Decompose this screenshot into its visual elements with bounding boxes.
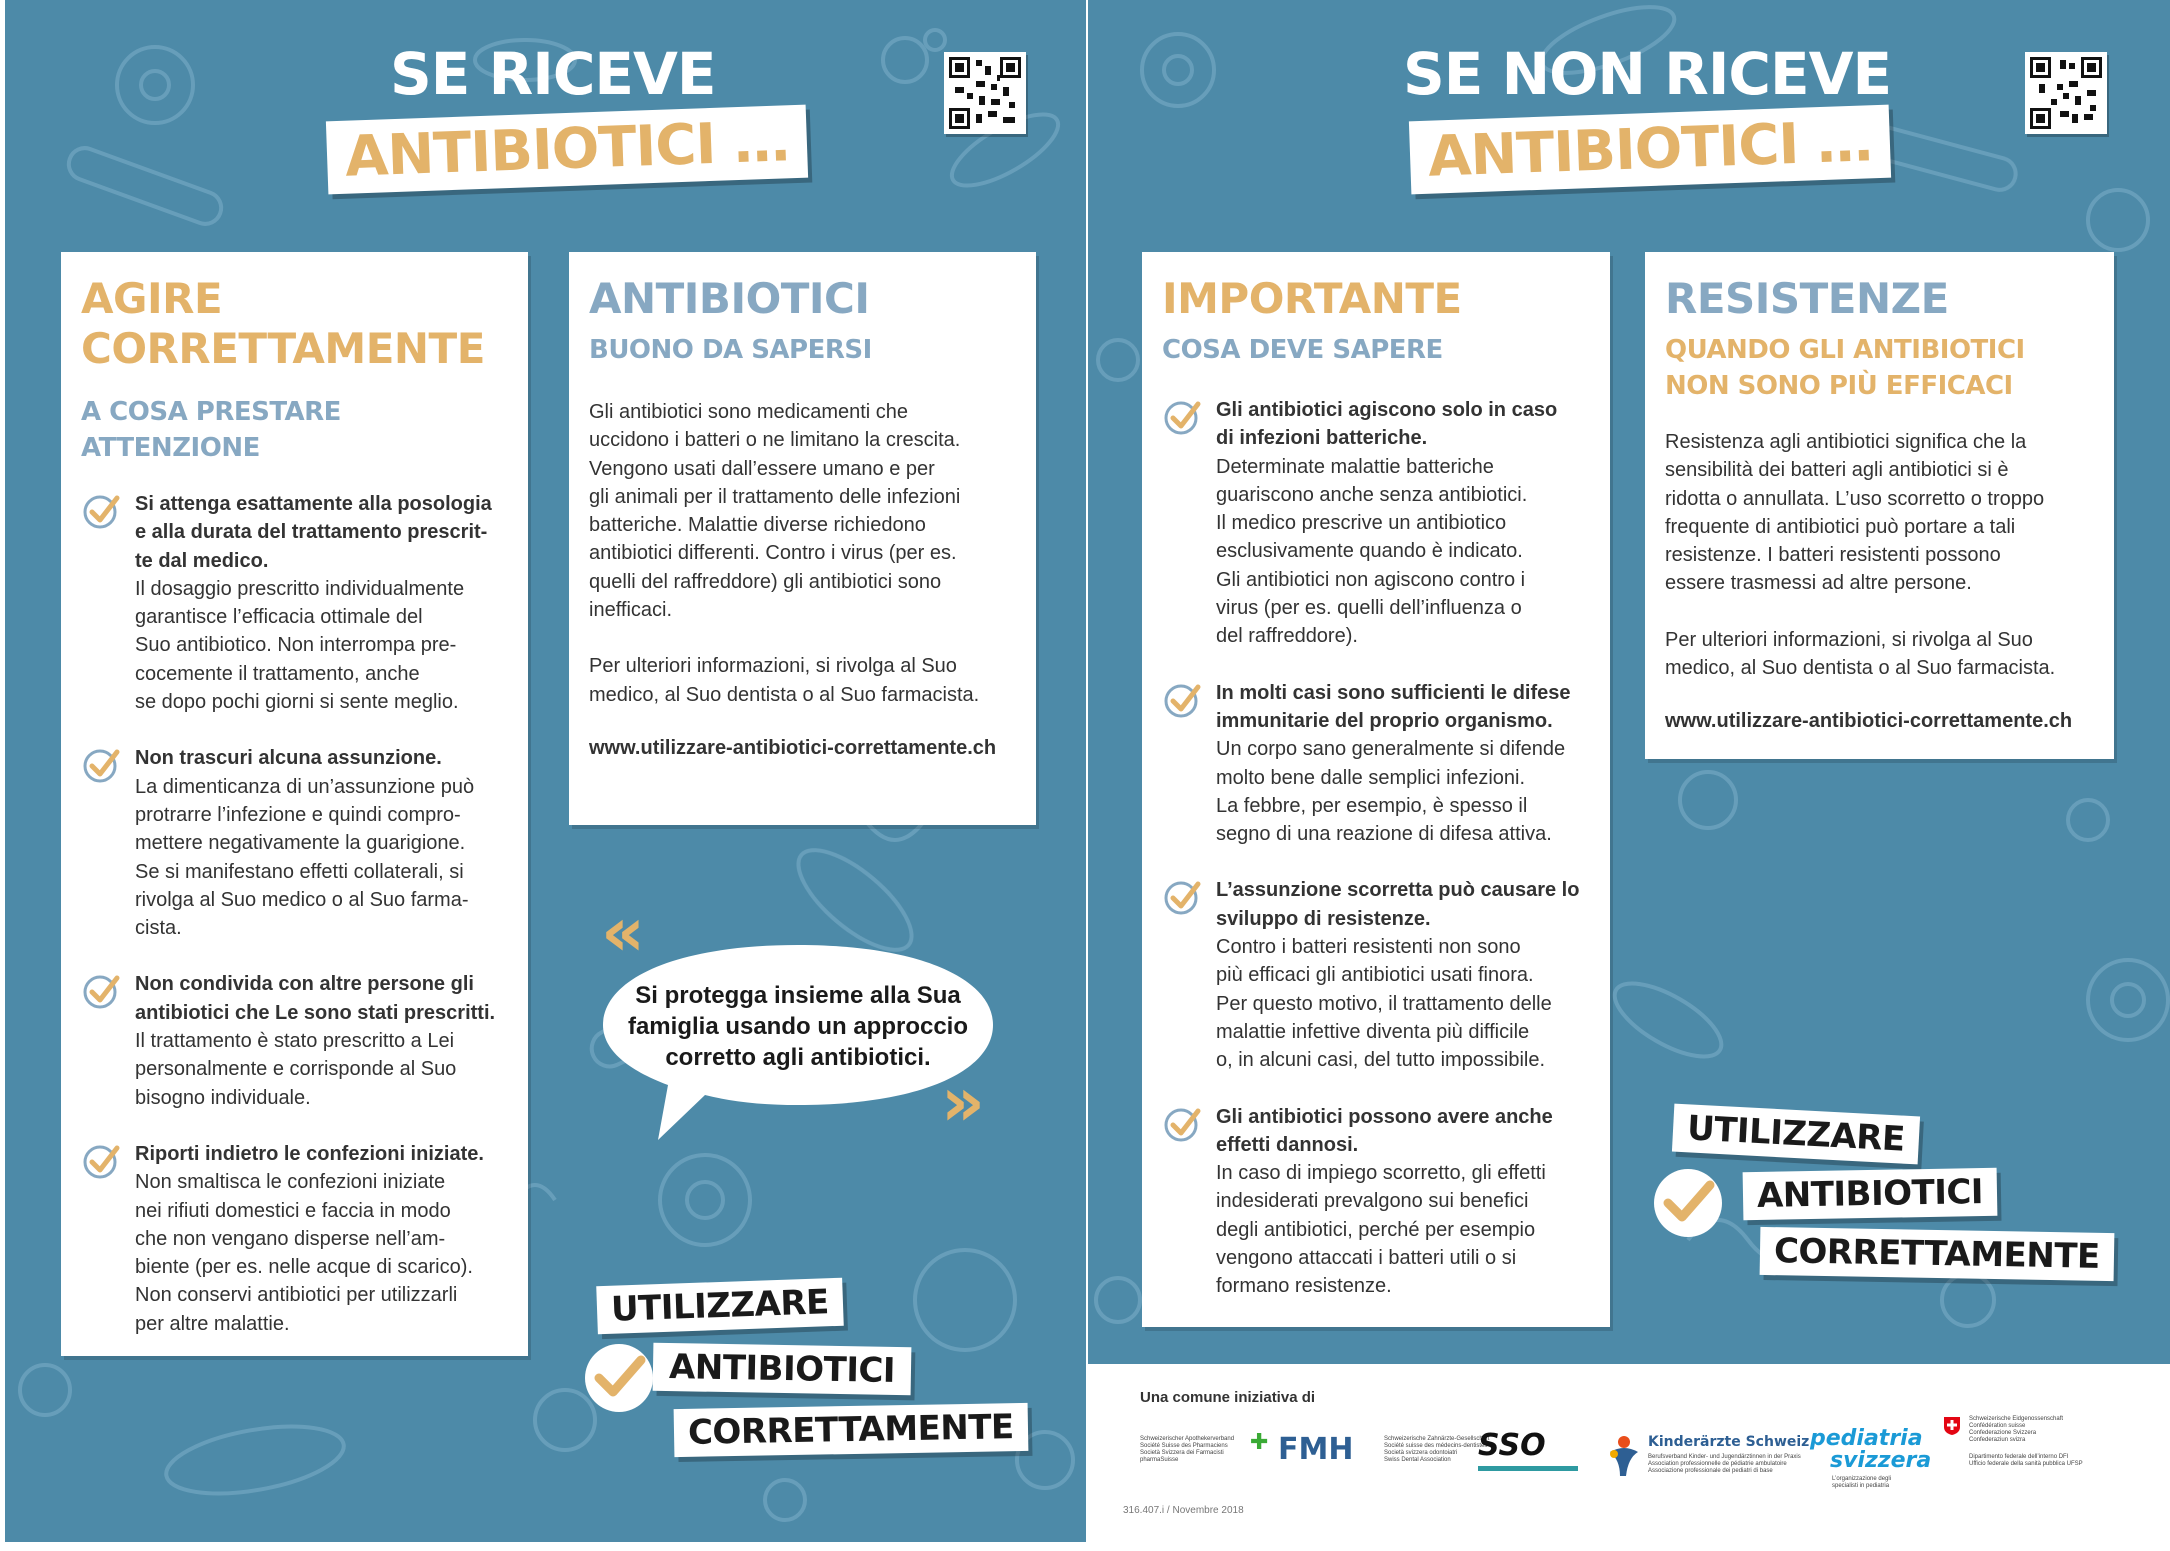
text-line: Schweizerische Zahnärzte-Gesellschaft	[1384, 1436, 1490, 1442]
item-heading-line: In molti casi sono sufficienti le difese	[1216, 681, 1571, 704]
item-text-line: indesiderati prevalgono sui benefici	[1216, 1190, 1529, 1213]
swiss-shield-icon	[1943, 1416, 1961, 1436]
text-line: quelli del raffreddore) gli antibiotici sono	[589, 570, 942, 593]
checklist-item	[81, 970, 508, 1111]
item-heading-line: antibiotici che Le sono stati prescritti.	[135, 1001, 496, 1024]
item-text-line: più efficaci gli antibiotici usati finora.	[1216, 964, 1534, 987]
stamp-line-3: CORRETTAMENTE	[674, 1403, 1029, 1457]
text-line: ridotta o annullata. L’uso scorretto o troppo	[1665, 487, 2045, 510]
green-cross-icon: ✚	[1250, 1430, 1269, 1455]
website-link[interactable]: www.utilizzare-antibiotici-correttamente.ch	[1665, 710, 2073, 733]
card-title: IMPORTANTE	[1162, 274, 1462, 323]
text-line: Société suisse des médecins-dentistes	[1384, 1443, 1488, 1449]
left-panel	[5, 0, 1086, 1542]
item-heading-line: Non condivida con altre persone gli	[135, 973, 474, 996]
text-line: Per ulteriori informazioni, si rivolga al Suo	[589, 655, 957, 678]
stamp-line-1: UTILIZZARE	[1672, 1104, 1920, 1165]
checklist-item	[1162, 679, 1590, 849]
item-text-line: Suo antibiotico. Non interrompa pre-	[135, 634, 457, 657]
fmh-logo-icon: FMH	[1278, 1432, 1354, 1467]
qr-code-icon	[949, 57, 1021, 129]
card-subtitle	[81, 394, 508, 466]
item-text-line: Non smaltisca le confezioni iniziate	[135, 1171, 446, 1194]
card-title	[81, 274, 508, 374]
checklist-item	[1162, 876, 1590, 1074]
item-text-line: se dopo pochi giorni si sente meglio.	[135, 691, 459, 714]
checklist-item	[81, 490, 508, 716]
item-text-line: bisogno individuale.	[135, 1086, 311, 1109]
text-line: Resistenza agli antibiotici significa che la	[1665, 431, 2027, 453]
item-text-line: garantisce l’efficacia ottimale del	[135, 606, 423, 629]
card-subtitle-line: A COSA PRESTARE	[81, 397, 341, 427]
item-text-line: formano resistenze.	[1216, 1275, 1392, 1298]
text-line: uccidono i batteri o ne limitano la crescita.	[589, 429, 961, 452]
text-line: antibiotici differenti. Contro i virus (per es.	[589, 542, 957, 565]
item-text-line: Il dosaggio prescritto individualmente	[135, 577, 465, 600]
card-agire-correttamente	[61, 252, 528, 1356]
text-line: Per ulteriori informazioni, si rivolga al Suo	[1665, 628, 2033, 651]
text-line: Vengono usati dall’essere umano e per	[589, 457, 935, 480]
checklist-item	[81, 1140, 508, 1338]
text-line: sensibilità dei batteri agli antibiotici si è	[1665, 459, 2009, 482]
item-text-line: Il trattamento è stato prescritto a Lei	[135, 1030, 455, 1053]
item-heading-line: Riporti indietro le confezioni iniziate.	[135, 1142, 484, 1165]
logo-text	[1140, 1436, 1234, 1464]
paragraph	[1665, 428, 2094, 598]
item-text-line: Un corpo sano generalmente si difende	[1216, 738, 1566, 761]
kinderaerzte-figure-icon	[1606, 1434, 1642, 1478]
text-line: Dipartimento federale dell’interno DFI	[1969, 1454, 2069, 1460]
card-body	[589, 398, 1016, 709]
item-heading-line: L’assunzione scorretta può causare lo	[1216, 879, 1580, 902]
paragraph	[589, 398, 1016, 624]
card-resistenze	[1645, 252, 2114, 759]
text-line: pharmaSuisse	[1140, 1457, 1179, 1463]
text-line: Berufsverband Kinder- und Jugendärztinnen in der Praxis	[1648, 1454, 1801, 1460]
card-importante	[1142, 252, 1610, 1327]
text-line: Società svizzera odontoiatri	[1384, 1450, 1458, 1456]
item-text-line: degli antibiotici, perché per esempio	[1216, 1218, 1536, 1241]
text-line: batteriche. Malattie diverse richiedono	[589, 514, 926, 537]
item-text-line: Il medico prescrive un antibiotico	[1216, 512, 1507, 535]
text-line: Ufficio federale della sanità pubblica UFSP	[1969, 1461, 2083, 1467]
item-text-line: Gli antibiotici non agiscono contro i	[1216, 568, 1526, 591]
checkmark-icon	[1162, 876, 1204, 918]
logo-name: pediatria	[1810, 1426, 1923, 1451]
right-panel	[1088, 0, 2170, 1364]
text-line: Confederaziun svizra	[1969, 1437, 2026, 1443]
bubble-line: Si protegga insieme alla Sua	[635, 982, 961, 1009]
item-text-line: nei rifiuti domestici e faccia in modo	[135, 1199, 451, 1222]
item-heading-line: sviluppo di resistenze.	[1216, 907, 1431, 930]
title-band: ANTIBIOTICI …	[1409, 105, 1891, 195]
item-text-line: Per questo motivo, il trattamento delle	[1216, 992, 1552, 1015]
checklist-item	[81, 744, 508, 942]
card-body	[1665, 428, 2094, 682]
item-text-line: In caso di impiego scorretto, gli effetti	[1216, 1162, 1546, 1185]
stamp-line-2: ANTIBIOTICI	[653, 1343, 912, 1395]
card-subtitle-line: ATTENZIONE	[81, 433, 260, 463]
paragraph	[589, 652, 1016, 709]
checklist-item	[1162, 1103, 1590, 1301]
item-text-line: segno di una reazione di difesa attiva.	[1216, 823, 1552, 846]
item-heading-line: Gli antibiotici agiscono solo in caso	[1216, 399, 1558, 421]
text-line: Schweizerischer Apothekerverband	[1140, 1436, 1235, 1442]
logo-text	[1810, 1476, 1931, 1490]
card-subtitle: BUONO DA SAPERSI	[589, 335, 872, 365]
checkmark-icon	[1162, 396, 1204, 438]
text-line: Société Suisse des Pharmaciens	[1140, 1443, 1228, 1449]
item-text-line: per altre malattie.	[135, 1312, 290, 1335]
quote-open-icon: «	[601, 893, 645, 972]
card-subtitle-line: NON SONO PIÙ EFFICACI	[1665, 371, 2013, 401]
bubble-line: corretto agli antibiotici.	[665, 1044, 931, 1071]
item-text-line: cocemente il trattamento, anche	[135, 662, 420, 685]
item-heading-line: di infezioni batteriche.	[1216, 427, 1428, 450]
sso-logo-icon: SSO	[1478, 1428, 1546, 1463]
text-line: essere trasmessi ad altre persone.	[1665, 572, 1972, 595]
item-heading-line: immunitarie del proprio organismo.	[1216, 709, 1553, 732]
title-band: ANTIBIOTICI …	[326, 105, 808, 195]
item-text-line: cista.	[135, 917, 182, 940]
text-line: Association professionnelle de pédiatrie ambulatoire	[1648, 1461, 1787, 1467]
card-title-line: AGIRE	[81, 274, 223, 323]
item-text-line: vengono attaccati i batteri utili o si	[1216, 1247, 1517, 1270]
item-text-line: Contro i batteri resistenti non sono	[1216, 936, 1521, 959]
qr-code[interactable]	[944, 52, 1026, 134]
item-text-line: La febbre, per esempio, è spesso il	[1216, 794, 1528, 817]
partners-footer	[1088, 1364, 2170, 1542]
footer-lead: Una comune iniziativa di	[1140, 1389, 1316, 1406]
item-text-line: che non vengano disperse nell’am-	[135, 1227, 446, 1250]
text-line: Confédération suisse	[1969, 1423, 2026, 1429]
item-text-line: molto bene dalle semplici infezioni.	[1216, 766, 1526, 789]
card-title-line: CORRETTAMENTE	[81, 324, 485, 373]
logo-text	[1969, 1454, 2083, 1468]
item-text-line: Determinate malattie batteriche	[1216, 455, 1494, 478]
item-text-line: Non conservi antibiotici per utilizzarli	[135, 1284, 458, 1307]
logo-text	[1384, 1436, 1489, 1464]
logo-sso	[1384, 1428, 1546, 1464]
checkmark-icon	[81, 490, 123, 532]
stamp-line-2: ANTIBIOTICI	[1743, 1168, 1998, 1220]
item-heading-line: Si attenga esattamente alla posologia	[135, 493, 492, 515]
website-link[interactable]: www.utilizzare-antibiotici-correttamente.ch	[589, 736, 997, 759]
item-text-line: esclusivamente quando è indicato.	[1216, 540, 1523, 563]
item-text-line: malattie infettive diventa più difficile	[1216, 1020, 1530, 1043]
item-text-line: o, in alcuni casi, del tutto impossibile.	[1216, 1049, 1546, 1072]
qr-code-icon	[2030, 57, 2102, 129]
checklist-item	[1162, 396, 1590, 651]
card-subtitle	[1665, 332, 2094, 404]
logo-fmh	[1278, 1432, 1353, 1467]
text-line: frequente di antibiotici può portare a tali	[1665, 515, 2016, 538]
logo-pharmasuisse	[1140, 1430, 1269, 1464]
card-title: ANTIBIOTICI	[589, 274, 870, 323]
logo-text	[1969, 1416, 2083, 1444]
text-line: Gli antibiotici sono medicamenti che	[589, 401, 909, 423]
text-line: gli animali per il trattamento delle infezioni	[589, 485, 961, 508]
item-heading-line: te dal medico.	[135, 549, 269, 572]
item-heading-line: Non trascuri alcuna assunzione.	[135, 747, 442, 770]
item-text-line: rivolga al Suo medico o al Suo farma-	[135, 888, 469, 911]
text-line: medico, al Suo dentista o al Suo farmacista.	[589, 683, 980, 706]
text-line: Associazione professionale dei pediatri di base	[1648, 1468, 1773, 1474]
logo-name: svizzera	[1830, 1448, 1932, 1473]
qr-code[interactable]	[2025, 52, 2107, 134]
logo-kinderaerzte	[1606, 1434, 1810, 1482]
card-antibiotici	[569, 252, 1036, 825]
item-text-line: virus (per es. quelli dell’influenza o	[1216, 597, 1522, 620]
logo-name: Kinderärzte Schweiz	[1648, 1434, 1810, 1450]
logo-pediatria	[1810, 1428, 1931, 1490]
text-line: L’organizzazione degli	[1832, 1476, 1892, 1482]
item-heading-line: Gli antibiotici possono avere anche	[1216, 1105, 1553, 1128]
item-heading-line: e alla durata del trattamento prescrit-	[135, 521, 488, 544]
stamp-check-icon	[579, 1338, 659, 1418]
logo-confederation	[1943, 1416, 2083, 1467]
item-text-line: mettere negativamente la guarigione.	[135, 832, 466, 855]
item-text-line: del raffreddore).	[1216, 625, 1358, 648]
stamp-check-icon	[1648, 1163, 1728, 1243]
logo-text	[1648, 1454, 1809, 1475]
checkmark-icon	[1162, 1103, 1204, 1145]
card-subtitle-line: QUANDO GLI ANTIBIOTICI	[1665, 335, 2025, 365]
headline: SE NON RICEVE	[1403, 40, 1892, 108]
stamp-line-3: CORRETTAMENTE	[1760, 1227, 2115, 1281]
text-line: Swiss Dental Association	[1384, 1457, 1451, 1463]
item-text-line: La dimenticanza di un’assunzione può	[135, 775, 475, 798]
checklist	[1162, 396, 1590, 1301]
text-line: Schweizerische Eidgenossenschaft	[1969, 1416, 2064, 1422]
item-text-line: biente (per es. nelle acque di scarico).	[135, 1256, 473, 1279]
checkmark-icon	[81, 970, 123, 1012]
text-line: resistenze. I batteri resistenti possono	[1665, 544, 2001, 567]
bubble-line: famiglia usando un approccio	[627, 1013, 969, 1040]
item-text-line: personalmente e corrisponde al Suo	[135, 1058, 457, 1081]
headline: SE RICEVE	[390, 40, 716, 108]
sso-underline	[1478, 1466, 1578, 1471]
speech-bubble	[593, 893, 1003, 1145]
item-heading-line: effetti dannosi.	[1216, 1133, 1359, 1156]
text-line: specialisti in pediatria	[1832, 1483, 1890, 1489]
checkmark-icon	[81, 1140, 123, 1182]
card-subtitle: COSA DEVE SAPERE	[1162, 335, 1443, 365]
text-line: medico, al Suo dentista o al Suo farmacista.	[1665, 657, 2056, 680]
bubble-text	[593, 980, 1003, 1073]
text-line: Confederazione Svizzera	[1969, 1430, 2037, 1436]
document-code: 316.407.i / Novembre 2018	[1123, 1505, 1244, 1516]
item-text-line: guariscono anche senza antibiotici.	[1216, 483, 1528, 506]
card-title: RESISTENZE	[1665, 274, 1949, 323]
text-line: Società Svizzera dei Farmacisti	[1140, 1450, 1224, 1456]
item-text-line: protrarre l’infezione e quindi compro-	[135, 803, 461, 826]
checkmark-icon	[81, 744, 123, 786]
checkmark-icon	[1162, 679, 1204, 721]
item-text-line: Se si manifestano effetti collaterali, si	[135, 860, 464, 883]
text-line: inefficaci.	[589, 599, 673, 622]
quote-close-icon: »	[941, 1063, 985, 1142]
checklist	[81, 490, 508, 1338]
paragraph	[1665, 626, 2094, 683]
stamp-line-1: UTILIZZARE	[596, 1278, 843, 1335]
